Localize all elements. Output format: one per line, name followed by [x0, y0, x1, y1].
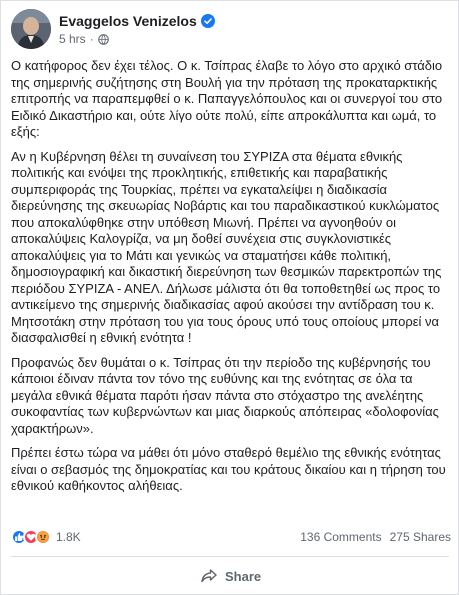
post-paragraph: Αν η Κυβέρνηση θέλει τη συναίνεση του ΣΥΡΙΖΑ στα θέματα εθνικής πολιτικής και ενόψει της προκλητικής, επιθετικής και παραβατικής συμπεριφοράς της Τουρκίας, πρέπει να εγκαταλείψει η διαδικασία διερεύνησης της σκευωρίας Νοβάρτις και του παραδικαστικού κυκλώματος που αποκαλύφθηκε στην υπόθεση Μιωνή. Πρέπει να αγνοηθούν οι αποκαλύψεις Καλογρίζα, να μη δοθεί συνέχεια στις συγκλονιστικές αποκαλύψεις για το Μάτι και γενικώς να σταματήσει κάθε πολιτική, δημοσιογραφική και δικαστική διερεύνηση των θεσμικών παρεκτροπών της περιόδου ΣΥΡΙΖΑ - ΑΝΕΛ. Δήλωσε μάλιστα ότι θα τοποθετηθεί ως προς το αντικείμενο της σημερινής διαδικασίας αφού ακούσει την αντίδραση του κ. Μητσοτάκη στην πρόταση του για τους όρους υπό τους οποίους μπορεί να διασφαλισθεί η εθνική ενότητα ! — [11, 148, 442, 345]
meta-separator: · — [89, 32, 94, 46]
globe-icon[interactable] — [98, 34, 109, 45]
author-avatar[interactable] — [11, 9, 51, 49]
share-button[interactable] — [201, 563, 301, 589]
post-header — [11, 9, 451, 49]
angry-reaction-icon — [35, 529, 51, 545]
comments-count[interactable]: 136 Comments — [300, 530, 382, 544]
action-divider — [11, 556, 449, 557]
verified-badge-icon — [201, 14, 215, 28]
reaction-count[interactable]: 1.8K — [56, 530, 81, 544]
author-line — [59, 12, 215, 30]
reactions-summary[interactable] — [11, 529, 81, 545]
post-stats — [11, 527, 451, 547]
share-arrow-icon — [201, 568, 217, 584]
engagement-counts — [300, 530, 451, 544]
post-paragraph: Ο κατήφορος δεν έχει τέλος. Ο κ. Τσίπρας έλαβε το λόγο στο αρχικό στάδιο της σημερινής συζήτησης στη Βουλή για την πρόταση της προκαταρκτικής επιτροπής να παραπεμφθεί ο κ. Παπαγγελόπουλος και οι συνεργοί του στο Ειδικό Δικαστήριο και, ούτε λίγο ούτε πολύ, είπε απροκάλυπτα και ωμά, το εξής: — [11, 58, 443, 139]
post-meta — [59, 32, 109, 46]
post-text — [11, 58, 455, 503]
post-paragraph: Προφανώς δεν θυμάται ο κ. Τσίπρας ότι την περίοδο της κυβέρνησής του κάποιοι έδιναν πάντα τον τόνο της ευθύνης και της ενότητας σε όλα τα μεγάλα εθνικά θέματα παρότι ήσαν πάντα στο στόχαστρο της ανελέητης συκοφαντίας των κυβερνώντων και μιας διαρκούς απόπειρας «δολοφονίας χαρακτήρων». — [11, 354, 439, 436]
shares-count[interactable]: 275 Shares — [389, 530, 451, 544]
share-label: Share — [225, 568, 262, 584]
author-name[interactable]: Evaggelos Venizelos — [59, 13, 197, 29]
post-timestamp[interactable]: 5 hrs — [59, 32, 86, 46]
post-paragraph: Πρέπει έστω τώρα να μάθει ότι μόνο σταθερό θεμέλιο της εθνικής ενότητας είναι ο σεβασμός της δημοκρατίας και του κράτους δικαίου και η τήρηση του εθνικού καθήκοντος αλήθειας. — [11, 445, 446, 493]
